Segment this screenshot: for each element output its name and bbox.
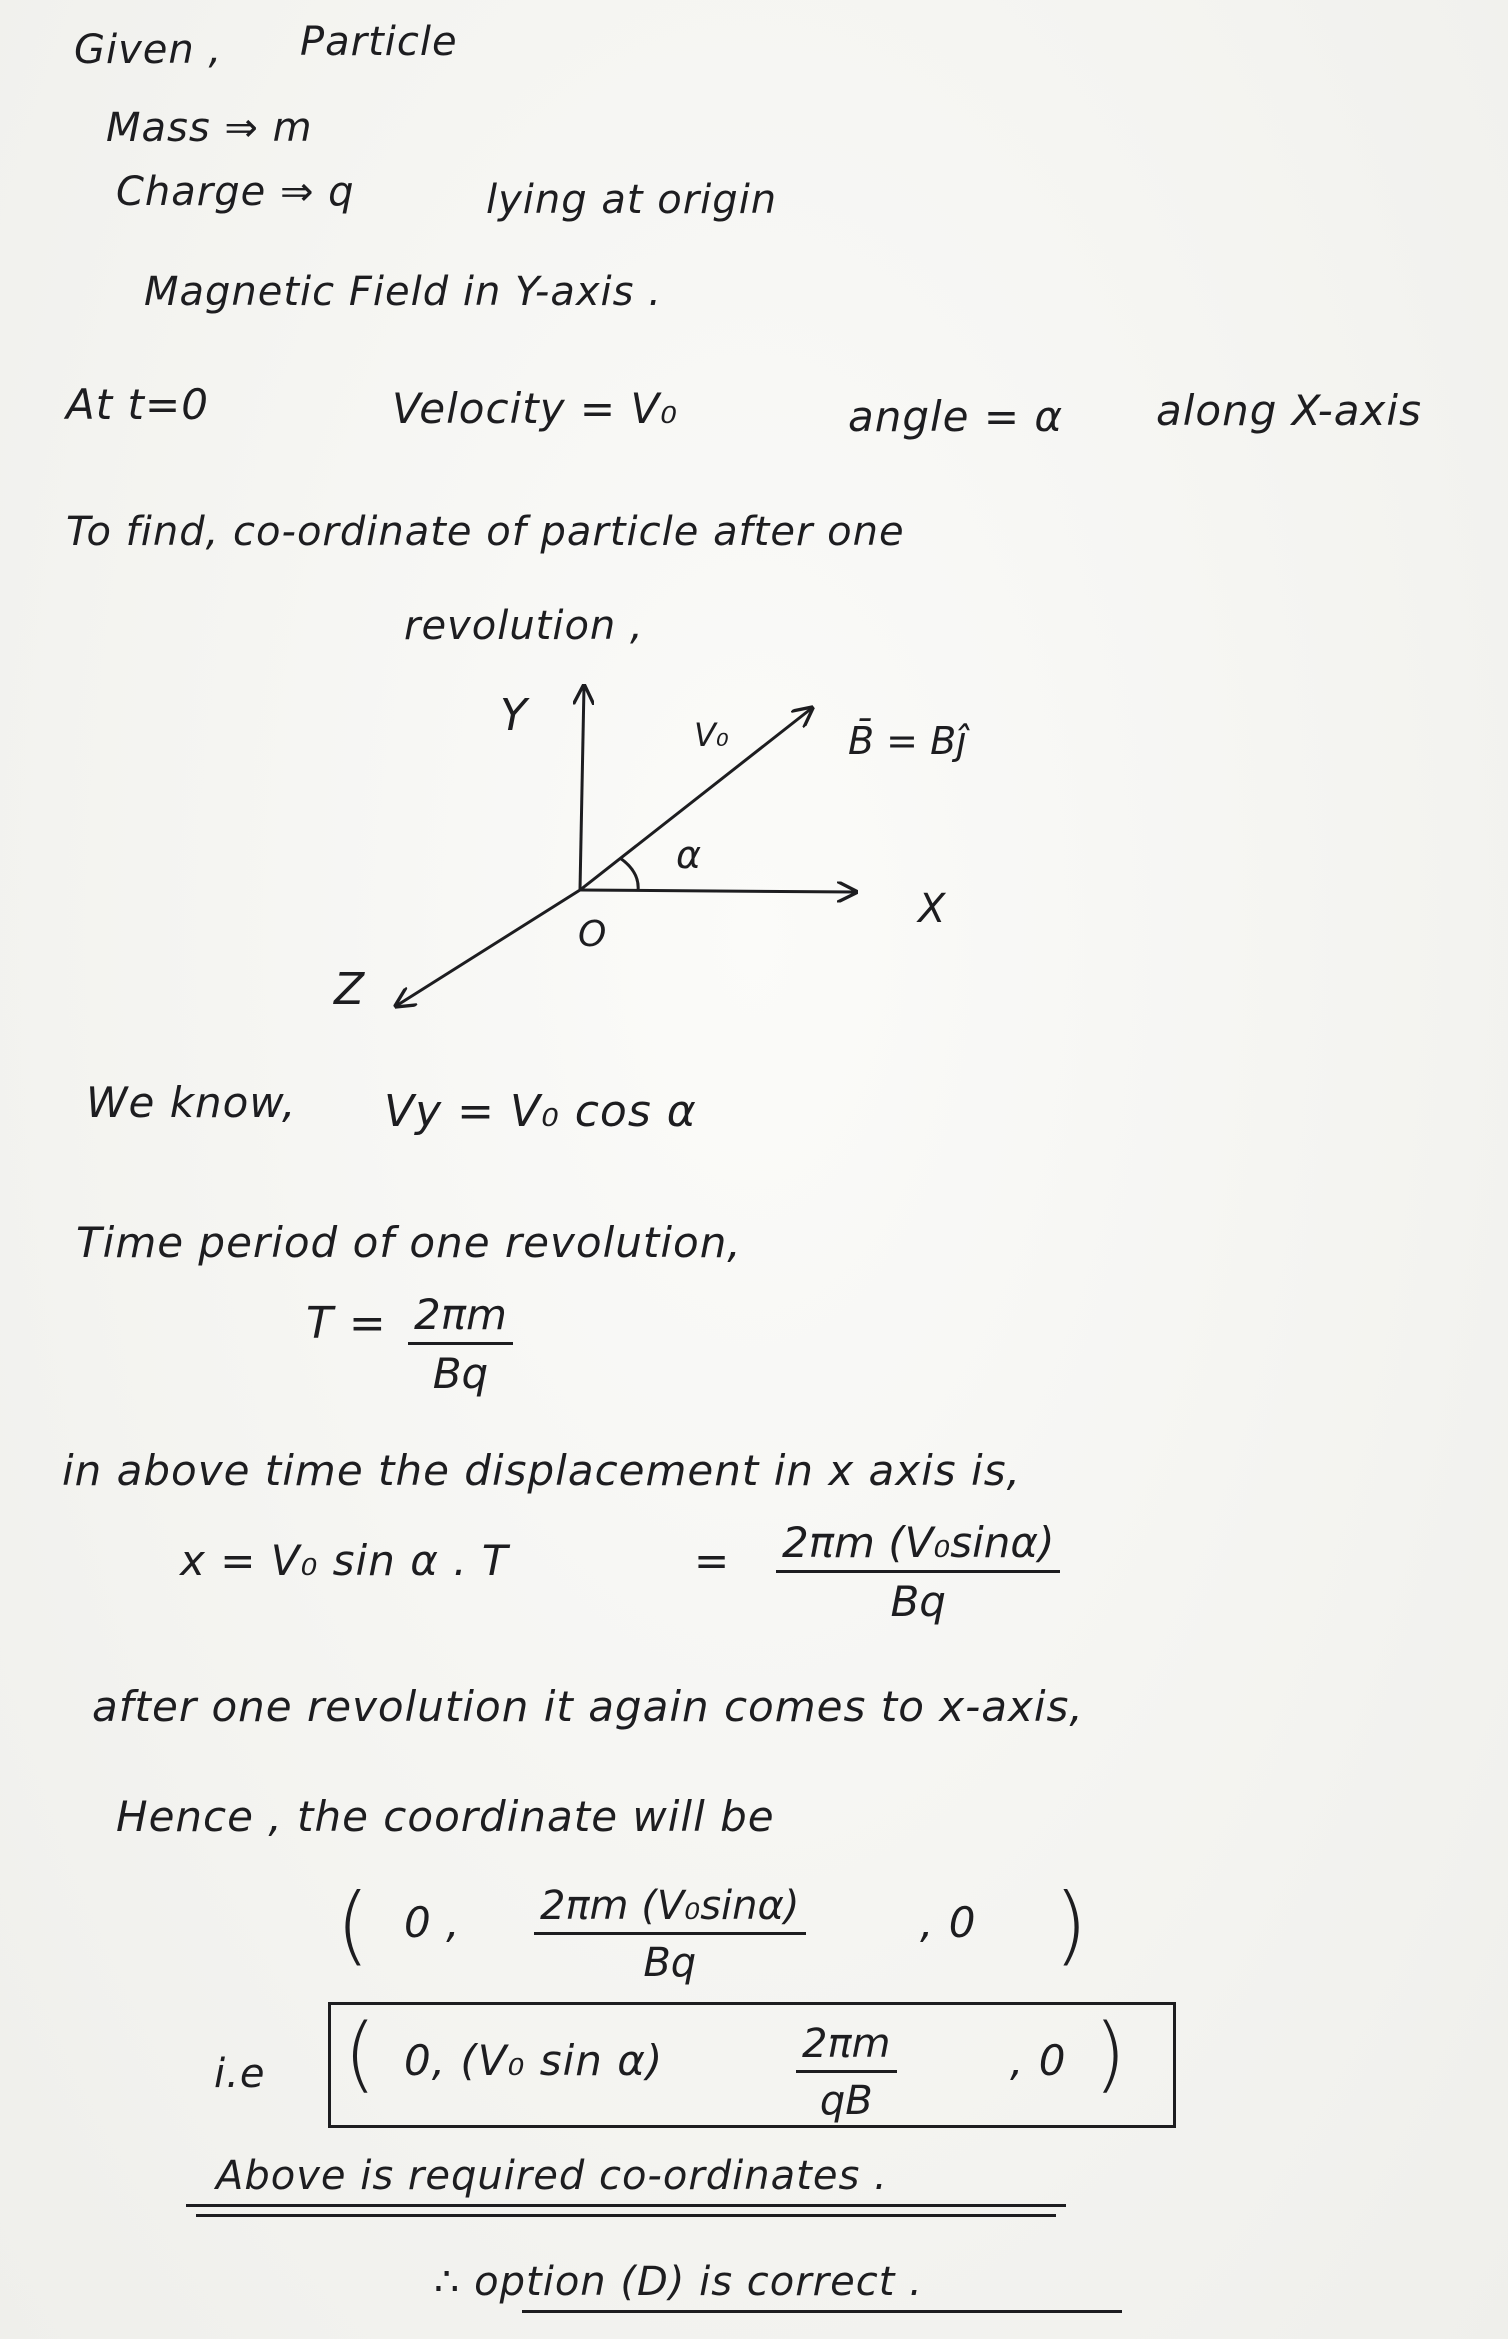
revolution-line: revolution , bbox=[404, 603, 644, 649]
hence-fraction bbox=[534, 1883, 806, 1986]
alpha-arc bbox=[620, 858, 638, 891]
final-numerator: 2πm bbox=[796, 2024, 897, 2073]
mass-line: Mass ⇒ m bbox=[106, 105, 313, 151]
hence-close-paren: ) bbox=[1054, 1875, 1088, 1975]
origin-label: O bbox=[578, 914, 607, 955]
conclusion-underline-2 bbox=[196, 2214, 1056, 2217]
period-fraction bbox=[408, 1290, 513, 1398]
x-axis-label: X bbox=[918, 886, 946, 932]
final-fraction bbox=[796, 2021, 897, 2124]
displacement-lhs: x = V₀ sin α . T bbox=[180, 1536, 509, 1585]
final-close-paren: ) bbox=[1094, 2007, 1126, 2102]
displacement-fraction bbox=[776, 1518, 1060, 1626]
hence-last-zero: , 0 bbox=[920, 1898, 977, 1947]
final-first-part: 0, (V₀ sin α) bbox=[404, 2036, 664, 2085]
required-coordinates-line: Above is required co-ordinates . bbox=[216, 2153, 888, 2199]
at-t-zero: At t=0 bbox=[66, 380, 209, 429]
z-axis-line bbox=[396, 890, 580, 1006]
displacement-line: in above time the displacement in x axis is, bbox=[62, 1446, 1021, 1495]
x-axis-line bbox=[580, 890, 856, 892]
period-lhs: T = bbox=[306, 1298, 387, 1349]
along-x-axis: along X-axis bbox=[1156, 386, 1422, 435]
velocity-v0: Velocity = V₀ bbox=[392, 384, 679, 433]
hence-first-zero: 0 , bbox=[404, 1898, 461, 1947]
b-field-label: B̄ = Bĵ bbox=[848, 719, 967, 763]
to-find-line: To find, co-ordinate of particle after one bbox=[66, 509, 905, 555]
period-denominator: Bq bbox=[432, 1349, 489, 1398]
particle-label: Particle bbox=[300, 19, 458, 65]
given-heading: Given , bbox=[74, 27, 223, 73]
option-underline bbox=[522, 2310, 1122, 2313]
y-axis-label: Y bbox=[500, 690, 527, 741]
after-revolution-line: after one revolution it again comes to x-axis, bbox=[92, 1682, 1084, 1731]
final-denominator: qB bbox=[819, 2078, 873, 2124]
hence-denominator: Bq bbox=[643, 1940, 697, 1986]
final-last-zero: , 0 bbox=[1010, 2036, 1067, 2085]
y-axis-line bbox=[580, 686, 584, 890]
v0-label: V₀ bbox=[694, 716, 729, 754]
period-numerator: 2πm bbox=[408, 1294, 513, 1345]
final-open-paren: ( bbox=[344, 2007, 376, 2102]
lying-at-origin: lying at origin bbox=[486, 177, 778, 223]
charge-line: Charge ⇒ q bbox=[116, 169, 355, 215]
hence-line: Hence , the coordinate will be bbox=[116, 1792, 775, 1841]
angle-alpha: angle = α bbox=[848, 392, 1064, 441]
hence-numerator: 2πm (V₀sinα) bbox=[534, 1886, 806, 1935]
option-correct-line: ∴ option (D) is correct . bbox=[434, 2259, 923, 2305]
conclusion-underline-1 bbox=[186, 2204, 1066, 2207]
displacement-denominator: Bq bbox=[890, 1577, 946, 1626]
displacement-equals: = bbox=[694, 1536, 731, 1585]
time-period-line: Time period of one revolution, bbox=[76, 1218, 742, 1267]
vy-equation: Vy = V₀ cos α bbox=[384, 1086, 697, 1137]
ie-label: i.e bbox=[214, 2051, 266, 2097]
we-know-label: We know, bbox=[86, 1078, 297, 1127]
z-axis-label: Z bbox=[334, 964, 365, 1015]
hence-open-paren: ( bbox=[336, 1875, 370, 1975]
displacement-numerator: 2πm (V₀sinα) bbox=[776, 1522, 1060, 1573]
alpha-label: α bbox=[676, 833, 702, 877]
coordinate-axes-diagram bbox=[0, 0, 1508, 1060]
magnetic-field-line: Magnetic Field in Y-axis . bbox=[144, 269, 662, 315]
